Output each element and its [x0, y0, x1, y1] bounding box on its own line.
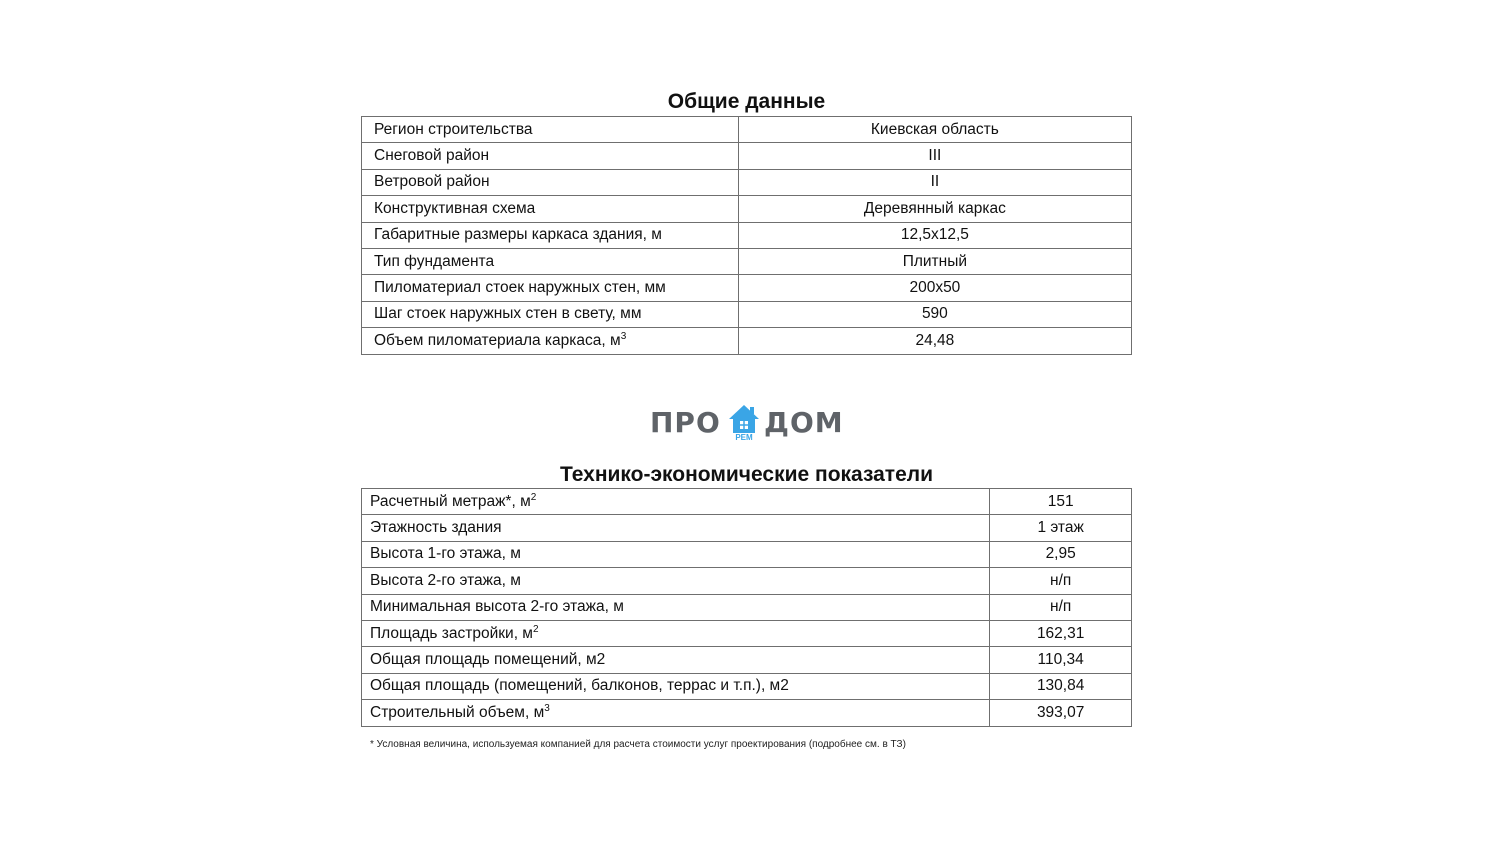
logo-subtext: РЕМ	[735, 433, 753, 442]
table-row	[362, 328, 1132, 354]
table-row	[362, 275, 1132, 301]
row-label: Общая площадь помещений, м2	[362, 647, 990, 673]
table-row	[362, 673, 1132, 699]
row-value: н/п	[990, 594, 1132, 620]
row-label: Минимальная высота 2-го этажа, м	[362, 594, 990, 620]
table-row	[362, 222, 1132, 248]
row-label: Шаг стоек наружных стен в свету, мм	[362, 301, 739, 327]
row-label: Расчетный метраж*, м	[370, 492, 531, 510]
table-row	[362, 248, 1132, 274]
table-row	[362, 489, 1132, 515]
table-row	[362, 594, 1132, 620]
table-row	[362, 117, 1132, 143]
row-value: 1 этаж	[990, 515, 1132, 541]
row-value: 2,95	[990, 541, 1132, 567]
unit-superscript: 2	[530, 491, 537, 503]
row-value: 162,31	[990, 620, 1132, 646]
general-data-table	[361, 116, 1132, 355]
table-row	[362, 541, 1132, 567]
row-label-cell	[362, 489, 990, 515]
row-value: Киевская область	[738, 117, 1131, 143]
row-value: 12,5x12,5	[738, 222, 1131, 248]
row-label: Тип фундамента	[362, 248, 739, 274]
row-label: Пиломатериал стоек наружных стен, мм	[362, 275, 739, 301]
row-label: Этажность здания	[362, 515, 990, 541]
row-value: 200x50	[738, 275, 1131, 301]
row-value: Плитный	[738, 248, 1131, 274]
row-value: III	[738, 143, 1131, 169]
footnote: * Условная величина, используемая компанией для расчета стоимости услуг проектирования (подробнее см. в ТЗ)	[370, 739, 906, 750]
row-label: Объем пиломатериала каркаса, м	[374, 331, 621, 349]
row-label: Строительный объем, м	[370, 703, 545, 721]
row-label-cell	[362, 700, 990, 726]
row-label: Высота 2-го этажа, м	[362, 568, 990, 594]
table-row	[362, 647, 1132, 673]
row-value: н/п	[990, 568, 1132, 594]
table-row	[362, 196, 1132, 222]
table-row	[362, 568, 1132, 594]
row-value: 130,84	[990, 673, 1132, 699]
row-label: Регион строительства	[362, 117, 739, 143]
row-label: Общая площадь (помещений, балконов, террас и т.п.), м2	[362, 673, 990, 699]
table-row	[362, 700, 1132, 726]
table-row	[362, 143, 1132, 169]
row-label: Высота 1-го этажа, м	[362, 541, 990, 567]
row-label-cell	[362, 328, 739, 354]
unit-superscript: 3	[620, 330, 627, 342]
row-label: Конструктивная схема	[362, 196, 739, 222]
table-row	[362, 169, 1132, 195]
row-value: II	[738, 169, 1131, 195]
row-label: Ветровой район	[362, 169, 739, 195]
tech-indicators-table	[361, 488, 1132, 727]
row-label: Площадь застройки, м	[370, 624, 533, 642]
table-row	[362, 515, 1132, 541]
tech-indicators-title: Технико-экономические показатели	[559, 463, 934, 486]
row-label: Снеговой район	[362, 143, 739, 169]
row-value: 393,07	[990, 700, 1132, 726]
logo-text-left: ПРО	[650, 406, 721, 439]
general-data-title: Общие данные	[667, 90, 826, 113]
row-value: 110,34	[990, 647, 1132, 673]
row-value: Деревянный каркас	[738, 196, 1131, 222]
row-value: 590	[738, 301, 1131, 327]
logo-text-right: ДОМ	[764, 406, 844, 439]
row-value: 151	[990, 489, 1132, 515]
house-icon	[728, 403, 760, 435]
row-value: 24,48	[738, 328, 1131, 354]
row-label: Габаритные размеры каркаса здания, м	[362, 222, 739, 248]
unit-superscript: 2	[532, 623, 539, 635]
table-row	[362, 301, 1132, 327]
unit-superscript: 3	[544, 702, 550, 714]
row-label-cell	[362, 620, 990, 646]
table-row	[362, 620, 1132, 646]
company-logo	[648, 402, 850, 448]
